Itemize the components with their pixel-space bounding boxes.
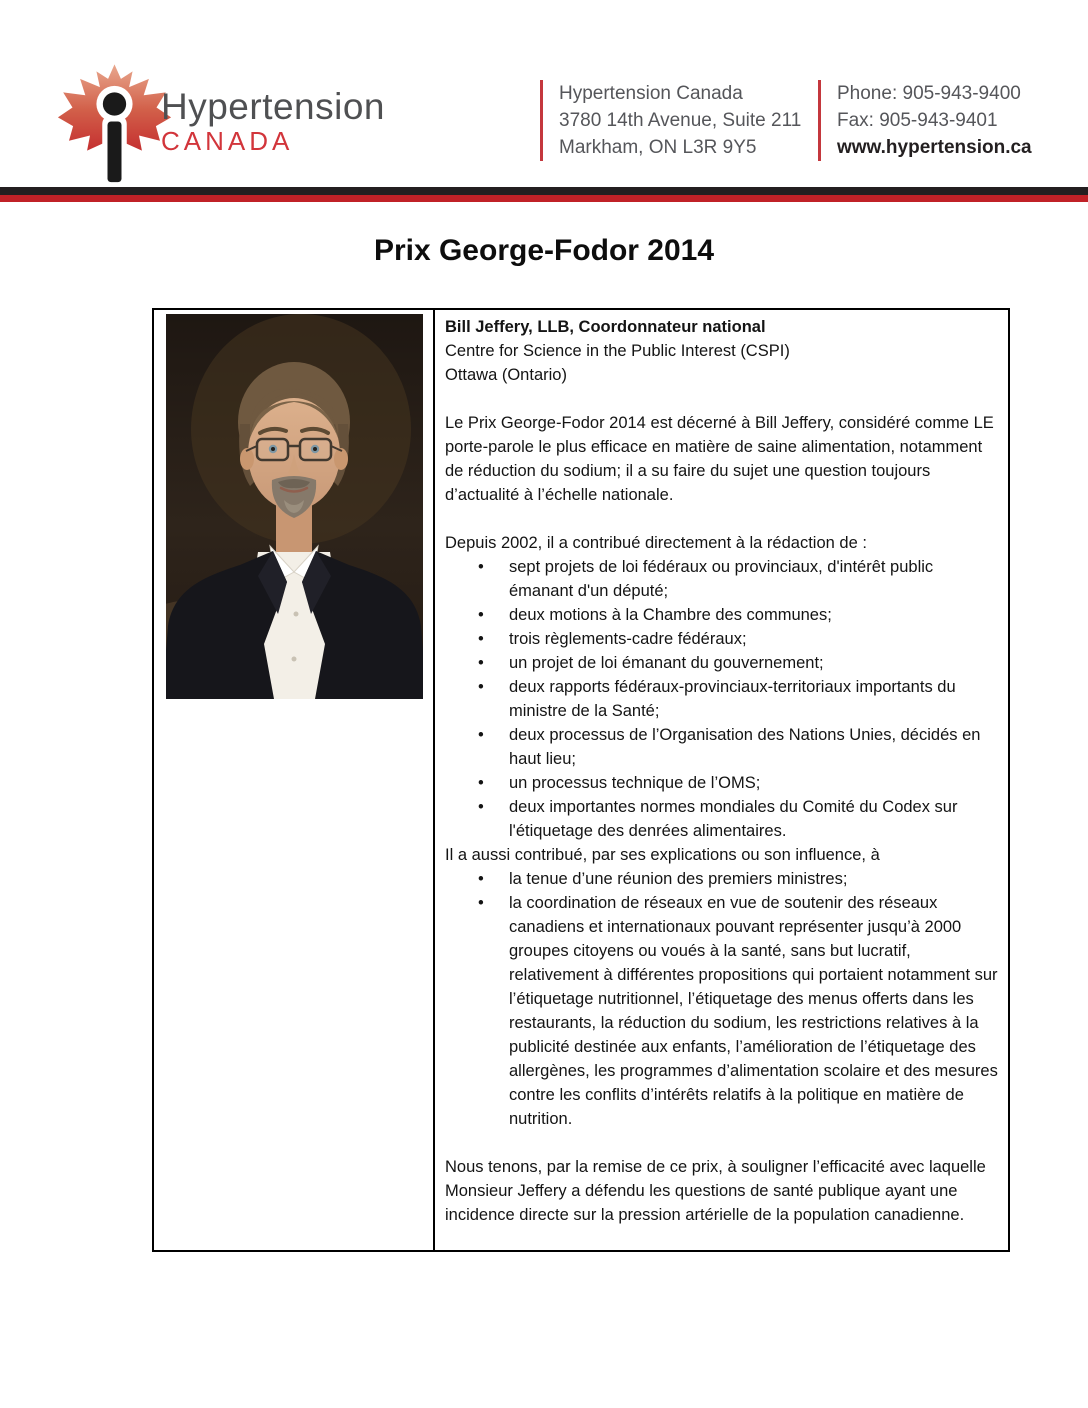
spacer (445, 1131, 998, 1155)
contributions-intro: Depuis 2002, il a contribué directement à la rédaction de : (445, 534, 867, 552)
list-item: • deux rapports fédéraux-provinciaux-territoriaux importants du ministre de la Santé; (509, 675, 998, 723)
list-item: • un processus technique de l’OMS; (509, 771, 998, 795)
header-contact-block (818, 80, 1077, 161)
list-item: • la tenue d’une réunion des premiers ministres; (509, 867, 998, 891)
fax-line: Fax: 905-943-9401 (837, 110, 998, 131)
list-item: • trois règlements-cadre fédéraux; (509, 627, 998, 651)
maple-leaf-i-icon (56, 62, 173, 188)
recipient-location: Ottawa (Ontario) (445, 366, 567, 384)
list-item: • deux processus de l’Organisation des Nations Unies, décidés en haut lieu; (509, 723, 998, 771)
list-item: • sept projets de loi fédéraux ou provinciaux, d'intérêt public émanant d'un député; (509, 555, 998, 603)
influence-list (445, 867, 998, 1131)
closing-paragraph: Nous tenons, par la remise de ce prix, à souligner l’efficacité avec laquelle Monsieur Jeffery a défendu les questions de santé publique ayant une incidence directe sur la pression artérielle de la population canadienne. (445, 1158, 986, 1224)
logo-country-text: CANADA (161, 126, 294, 156)
photo-cell (154, 310, 435, 1250)
header-address-block (540, 80, 819, 161)
list-item: • deux importantes normes mondiales du Comité du Codex sur l'étiquetage des denrées alimentaires. (509, 795, 998, 843)
address-line-1: Hypertension Canada (559, 83, 743, 104)
page-title: Prix George-Fodor 2014 (373, 234, 715, 267)
address-line-3: Markham, ON L3R 9Y5 (559, 137, 757, 158)
website-url: www.hypertension.ca (837, 137, 1032, 158)
award-text-cell (435, 310, 1008, 1250)
list-item: • la coordination de réseaux en vue de soutenir des réseaux canadiens et internationaux pouvant représenter jusqu’à 2000 groupes citoyens ou voués à la santé, sans but lucratif, relativement à différentes propositions qui portaient notamment sur l’étiquetage nutritionnel, l’étiquetage des menus offerts dans les restaurants, la réduction du sodium, les restrictions relatives à la publicité destinée aux enfants, l’amélioration de l’étiquetage des allergènes, les programmes d’alimentation scolaire et des mesures contre les conflits d’intérêts relatifs à la politique en matière de nutrition. (509, 891, 998, 1131)
recipient-org: Centre for Science in the Public Interest (CSPI) (445, 342, 790, 360)
list-item: • un projet de loi émanant du gouvernement; (509, 651, 998, 675)
address-line-2: 3780 14th Avenue, Suite 211 (559, 110, 802, 131)
intro-paragraph: Le Prix George-Fodor 2014 est décerné à Bill Jeffery, considéré comme LE porte-parole le plus efficace en matière de saine alimentation, notamment de réduction du sodium; il a su faire du sujet une question toujours d’actualité à l’échelle nationale. (445, 414, 994, 504)
logo-brand-text: Hypertension (161, 86, 386, 127)
recipient-portrait-photo (166, 314, 423, 699)
spacer (445, 507, 998, 531)
contributions-list (445, 555, 998, 843)
award-table (152, 308, 1010, 1252)
influence-intro: Il a aussi contribué, par ses explications ou son influence, à (445, 846, 880, 864)
header-rule-black (0, 187, 1088, 195)
recipient-name: Bill Jeffery, LLB, Coordonnateur national (445, 318, 766, 336)
logo-wordmark (161, 88, 385, 154)
spacer (445, 387, 998, 411)
phone-line: Phone: 905-943-9400 (837, 83, 1021, 104)
list-item: • deux motions à la Chambre des communes; (509, 603, 998, 627)
header-rule-red (0, 195, 1088, 202)
